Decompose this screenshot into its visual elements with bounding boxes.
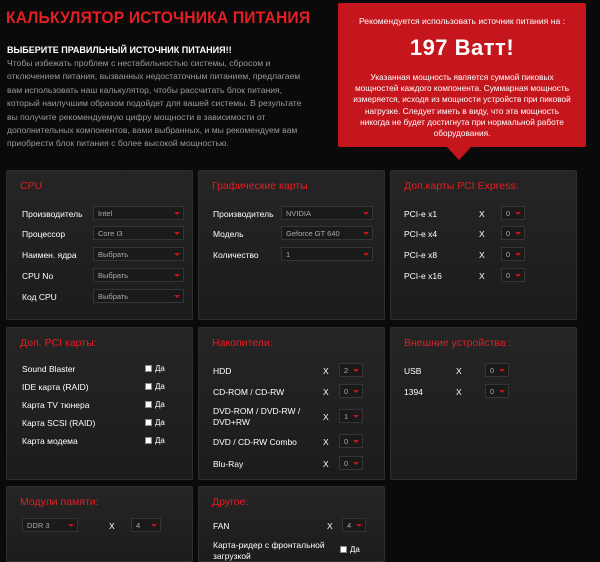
multiply-mark: X — [479, 271, 485, 281]
select-value: 1 — [286, 250, 291, 259]
usb-count-select[interactable] — [485, 363, 509, 377]
select-value: 4 — [136, 521, 141, 530]
page-title: КАЛЬКУЛЯТОР ИСТОЧНИКА ПИТАНИЯ — [6, 8, 311, 27]
chevron-down-icon — [174, 253, 180, 256]
chevron-down-icon — [499, 369, 505, 372]
ide-card-checkbox[interactable] — [145, 383, 152, 390]
other-panel-title: Другое: — [212, 496, 249, 508]
chevron-down-icon — [353, 390, 359, 393]
multiply-mark: X — [323, 412, 329, 422]
result-watts: 197 Ватт! — [409, 35, 515, 60]
chevron-down-icon — [515, 232, 521, 235]
select-value: Выбрать — [98, 292, 129, 301]
checkbox-label: Да — [155, 364, 165, 373]
result-note-line: мощностей каждого компонента. Суммарная мощность — [354, 83, 570, 94]
sound-blaster-checkbox[interactable] — [145, 365, 152, 372]
chevron-down-icon — [515, 212, 521, 215]
multiply-mark: X — [323, 437, 329, 447]
cpu-panel-title: CPU — [20, 180, 43, 192]
select-value: 0 — [344, 459, 349, 468]
pcie-panel-title: Доп.карты PCI Express: — [404, 180, 519, 192]
storage-label-combo: DVD / CD-RW Combo — [213, 437, 297, 447]
chevron-down-icon — [174, 295, 180, 298]
chevron-down-icon — [363, 253, 369, 256]
chevron-down-icon — [174, 212, 180, 215]
pcie-x4-select[interactable] — [501, 226, 525, 240]
intro-line: приобрести блок питания с более высокой мощностью. — [7, 138, 229, 149]
intro-line: вы получите рекомендуемую цифру мощности в зависимости от — [7, 111, 266, 122]
select-value: 0 — [506, 271, 511, 280]
select-value: Geforce GT 640 — [286, 229, 340, 238]
chevron-down-icon — [515, 274, 521, 277]
result-note-line: никогда не будет достигнута при нормальной работе — [360, 116, 564, 127]
gpu-label-model: Модель — [213, 229, 244, 239]
memory-panel-title: Модули памяти: — [20, 496, 99, 508]
pci-label-tv-tuner: Карта TV тюнера — [22, 400, 90, 410]
intro-line: Чтобы избежать проблем с нестабильностью системы, сбросом и — [7, 58, 271, 68]
pci-label-sound-blaster: Sound Blaster — [22, 364, 76, 374]
storage-label-cdrom: CD-ROM / CD-RW — [213, 387, 285, 397]
storage-panel-title: Накопители: — [212, 337, 273, 349]
select-value: Выбрать — [98, 250, 129, 259]
select-value: 0 — [344, 387, 349, 396]
chevron-down-icon — [174, 274, 180, 277]
modem-card-checkbox[interactable] — [145, 437, 152, 444]
chevron-down-icon — [353, 462, 359, 465]
multiply-mark: X — [456, 387, 462, 397]
chevron-down-icon — [515, 253, 521, 256]
pcie-label-x16: PCI-e x16 — [404, 271, 442, 281]
external-panel — [390, 327, 577, 480]
hdd-count-select[interactable] — [339, 363, 363, 377]
result-note-line: измеряется, исходя из мощности устройств при пиковой — [353, 94, 571, 105]
chevron-down-icon — [363, 232, 369, 235]
pcie-label-x4: PCI-e x4 — [404, 229, 438, 239]
tv-tuner-checkbox[interactable] — [145, 401, 152, 408]
cdrom-count-select[interactable] — [339, 384, 363, 398]
bluray-count-select[interactable] — [339, 456, 363, 470]
pcie-x1-select[interactable] — [501, 206, 525, 220]
pcie-panel — [390, 170, 577, 320]
gpu-manufacturer-select[interactable] — [281, 206, 373, 220]
other-label-fan: FAN — [213, 521, 230, 531]
cpu-panel — [6, 170, 193, 320]
multiply-mark: X — [479, 209, 485, 219]
chevron-down-icon — [353, 440, 359, 443]
gpu-label-quantity: Количество — [213, 250, 259, 260]
result-box — [338, 3, 586, 147]
chevron-down-icon — [151, 524, 157, 527]
chevron-down-icon — [174, 232, 180, 235]
multiply-mark: X — [327, 521, 333, 531]
pci-panel — [6, 327, 193, 480]
select-value: Intel — [98, 209, 113, 218]
cpu-label-processor: Процессор — [22, 229, 66, 239]
external-label-1394: 1394 — [404, 387, 423, 397]
cpu-label-manufacturer: Производитель — [22, 209, 83, 219]
select-value: 0 — [506, 250, 511, 259]
pcie-label-x8: PCI-e x8 — [404, 250, 438, 260]
multiply-mark: X — [323, 459, 329, 469]
gpu-quantity-select[interactable] — [281, 247, 373, 261]
multiply-mark: X — [479, 250, 485, 260]
cpu-label-cpu-code: Код CPU — [22, 292, 57, 302]
pcie-x16-select[interactable] — [501, 268, 525, 282]
memory-panel — [6, 486, 193, 562]
result-note — [350, 72, 574, 139]
chevron-down-icon — [356, 524, 362, 527]
pcie-label-x1: PCI-e x1 — [404, 209, 438, 219]
pci-panel-title: Доп. PCI карты: — [20, 337, 97, 349]
select-value: 0 — [506, 209, 511, 218]
other-label-card-reader: Карта-ридер с фронтальной загрузкой — [213, 540, 325, 561]
cpu-label-core-name: Наимен. ядра — [22, 250, 77, 260]
multiply-mark: X — [109, 521, 115, 531]
storage-label-dvdrom: DVD-ROM / DVD-RW / DVD+RW — [213, 406, 301, 427]
select-value: DDR 3 — [27, 521, 50, 530]
intro-line: дополнительных компонентов, вами выбранных, и мы рекомендуем вам — [7, 125, 298, 136]
ieee1394-count-select[interactable] — [485, 384, 509, 398]
chevron-down-icon — [353, 369, 359, 372]
checkbox-label: Да — [155, 400, 165, 409]
cpu-processor-select[interactable] — [93, 226, 184, 240]
chevron-down-icon — [499, 390, 505, 393]
multiply-mark: X — [323, 387, 329, 397]
other-panel — [198, 486, 385, 562]
cpu-manufacturer-select[interactable] — [93, 206, 184, 220]
card-reader-checkbox[interactable] — [340, 546, 347, 553]
checkbox-label: Да — [155, 418, 165, 427]
result-note-line: нагрузке. Следует иметь в виду, что эта мощность — [364, 105, 560, 116]
memory-type-select[interactable] — [22, 518, 78, 532]
multiply-mark: X — [479, 229, 485, 239]
multiply-mark: X — [456, 366, 462, 376]
storage-label-hdd: HDD — [213, 366, 232, 376]
result-note-line: оборудования. — [433, 128, 491, 139]
select-value: 0 — [490, 387, 495, 396]
gpu-panel-title: Графические карты — [212, 180, 308, 192]
fan-count-select[interactable] — [342, 518, 366, 532]
select-value: NVIDIA — [286, 209, 312, 218]
dvdrom-count-select[interactable] — [339, 409, 363, 423]
memory-count-select[interactable] — [131, 518, 161, 532]
chevron-down-icon — [353, 415, 359, 418]
pcie-x8-select[interactable] — [501, 247, 525, 261]
external-label-usb: USB — [404, 366, 422, 376]
page-subtitle: ВЫБЕРИТЕ ПРАВИЛЬНЫЙ ИСТОЧНИК ПИТАНИЯ!! — [7, 45, 232, 55]
select-value: 0 — [506, 229, 511, 238]
cpu-no-select[interactable] — [93, 268, 184, 282]
multiply-mark: X — [323, 366, 329, 376]
scsi-card-checkbox[interactable] — [145, 419, 152, 426]
select-value: Core I3 — [98, 229, 123, 238]
cpu-core-name-select[interactable] — [93, 247, 184, 261]
checkbox-label: Да — [155, 436, 165, 445]
intro-line: отключением питания, вызванных недостаточным питанием, предлагаем — [7, 71, 301, 82]
select-value: 0 — [344, 437, 349, 446]
cpu-label-cpu-no: CPU No — [22, 271, 54, 281]
external-panel-title: Внешние устройства : — [404, 337, 512, 349]
select-value: 2 — [344, 366, 349, 375]
chevron-down-icon — [68, 524, 74, 527]
gpu-label-manufacturer: Производитель — [213, 209, 274, 219]
select-value: 1 — [344, 412, 349, 421]
result-note-line: Указанная мощность является суммой пиковых — [370, 72, 554, 82]
gpu-model-select[interactable] — [281, 226, 373, 240]
pci-label-scsi: Карта SCSI (RAID) — [22, 418, 96, 428]
pci-label-modem: Карта модема — [22, 436, 78, 446]
intro-line: который наилучшим образом подойдет для вашей системы. В результате — [7, 98, 302, 109]
combo-count-select[interactable] — [339, 434, 363, 448]
cpu-code-select[interactable] — [93, 289, 184, 303]
gpu-panel — [198, 170, 385, 320]
pci-label-ide: IDE карта (RAID) — [22, 382, 89, 392]
result-label: Рекомендуется использовать источник питания на : — [358, 16, 566, 26]
intro-line: вам использовать наш калькулятор, чтобы рассчитать блок питания, — [7, 84, 283, 95]
select-value: Выбрать — [98, 271, 129, 280]
intro-text — [7, 57, 317, 151]
select-value: 0 — [490, 366, 495, 375]
storage-panel — [198, 327, 385, 480]
select-value: 4 — [347, 521, 352, 530]
chevron-down-icon — [363, 212, 369, 215]
storage-label-bluray: Blu-Ray — [213, 459, 244, 469]
checkbox-label: Да — [155, 382, 165, 391]
checkbox-label: Да — [350, 545, 360, 554]
